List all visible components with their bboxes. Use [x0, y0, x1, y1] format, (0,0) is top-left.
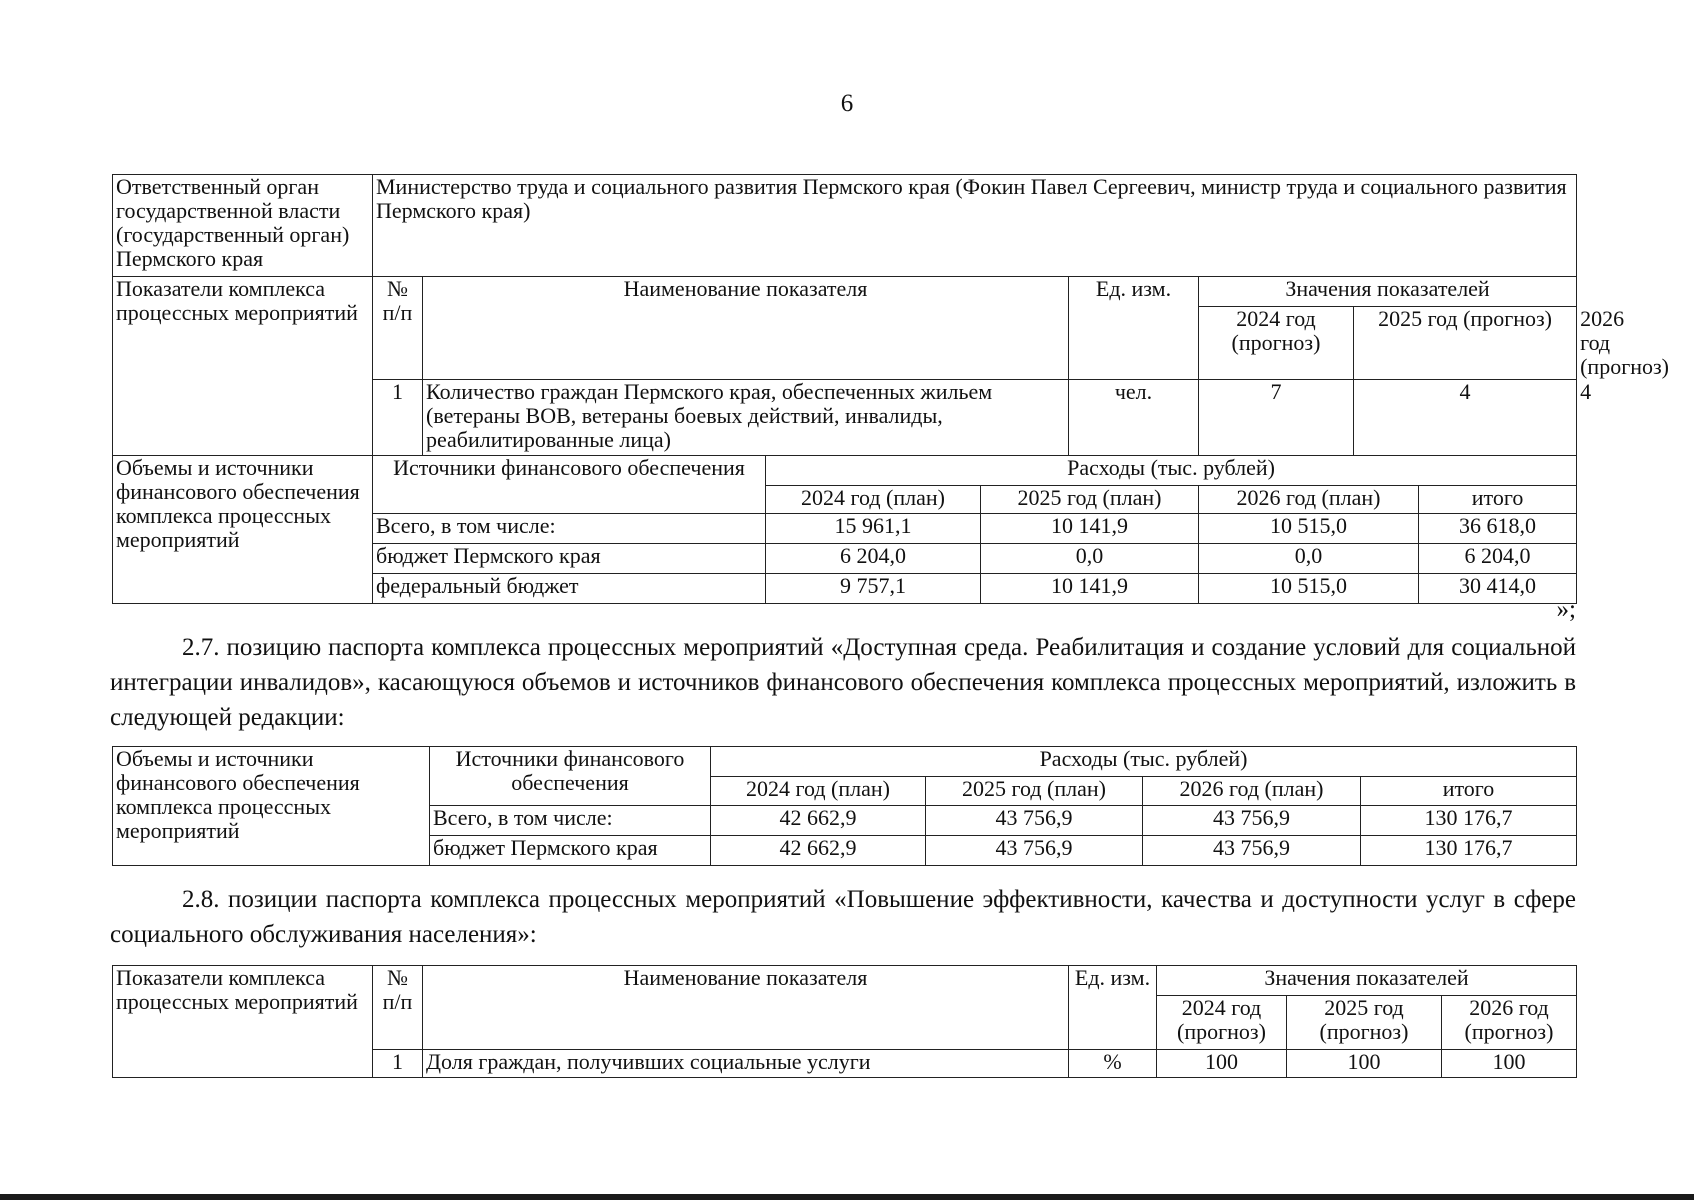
- finance-source: Всего, в том числе:: [373, 514, 766, 544]
- scan-edge: [0, 1194, 1694, 1200]
- passport-table-3: [112, 965, 1577, 1078]
- finance-value-2024: 6 204,0: [766, 544, 981, 574]
- plan-year-2026: 2026 год (план): [1143, 777, 1361, 806]
- indicator-name-header: Наименование показателя: [423, 277, 1069, 380]
- indicator-unit: чел.: [1069, 380, 1199, 456]
- finance-value-total: 6 204,0: [1419, 544, 1577, 574]
- finance-source: бюджет Пермского края: [430, 836, 711, 866]
- plan-total: итого: [1419, 486, 1577, 514]
- quote-end: »;: [1556, 596, 1576, 623]
- year-header-2024: 2024 год (прогноз): [1199, 307, 1354, 380]
- year-header-2024: 2024 год (прогноз): [1157, 996, 1287, 1050]
- sources-header: Источники финансового обеспечения: [373, 456, 766, 514]
- unit-header: Ед. изм.: [1069, 277, 1199, 380]
- responsible-body-row: [113, 175, 1577, 277]
- finance-value-2026: 43 756,9: [1143, 836, 1361, 866]
- indicator-name: Количество граждан Пермского края, обеспеченных жильем (ветераны ВОВ, ветераны боевых действий, инвалиды, реабилитированные лица): [423, 380, 1069, 456]
- indicator-value-2025: 4: [1354, 380, 1577, 456]
- paragraph-2-7: 2.7. позицию паспорта комплекса процессных мероприятий «Доступная среда. Реабилитация и создание условий для социальной интеграции инвалидов», касающуюся объемов и источников финансового обеспечения комплекса процессных мероприятий, изложить в следующей редакции:: [110, 634, 1576, 731]
- indicators-header-row: [113, 966, 1577, 996]
- indicator-value-2026: 100: [1442, 1050, 1577, 1078]
- paragraph-2-8: 2.8. позиции паспорта комплекса процессных мероприятий «Повышение эффективности, качества и доступности услуг в сфере социального обслуживания населения»:: [110, 886, 1576, 948]
- indicator-row: 1 Количество граждан Пермского края, обеспеченных жильем (ветераны ВОВ, ветераны боевых действий, инвалиды, реабилитированные лица) чел. 7 4 4: [113, 380, 1577, 456]
- indicator-name-header: Наименование показателя: [423, 966, 1069, 1050]
- finance-value-total: 36 618,0: [1419, 514, 1577, 544]
- values-header: Значения показателей: [1199, 277, 1577, 307]
- finance-value-total: 130 176,7: [1361, 836, 1577, 866]
- finance-value-2024: 42 662,9: [711, 806, 926, 836]
- finance-value-2025: 10 141,9: [981, 514, 1199, 544]
- num-header: № п/п: [373, 966, 423, 1050]
- indicator-value-2025: 100: [1287, 1050, 1442, 1078]
- indicators-label: Показатели комплекса процессных мероприятий: [113, 966, 373, 1078]
- finance-header-row: [113, 456, 1577, 486]
- plan-year-2024: 2024 год (план): [766, 486, 981, 514]
- finance-value-2024: 15 961,1: [766, 514, 981, 544]
- finance-value-2024: 9 757,1: [766, 574, 981, 604]
- finance-header-row: [113, 747, 1577, 777]
- year-header-2025: 2025 год (прогноз): [1354, 307, 1577, 380]
- sources-header: Источники финансового обеспечения: [430, 747, 711, 806]
- finance-value-total: 30 414,0: [1419, 574, 1577, 604]
- plan-year-2026: 2026 год (план): [1199, 486, 1419, 514]
- indicator-value-2024: 7: [1199, 380, 1354, 456]
- indicators-header-row: [113, 277, 1577, 307]
- indicator-num: 1: [373, 1050, 423, 1078]
- finance-value-2024: 42 662,9: [711, 836, 926, 866]
- indicator-num: 1: [373, 380, 423, 456]
- plan-year-2024: 2024 год (план): [711, 777, 926, 806]
- plan-total: итого: [1361, 777, 1577, 806]
- finance-source: бюджет Пермского края: [373, 544, 766, 574]
- indicator-name: Доля граждан, получивших социальные услуги: [423, 1050, 1069, 1078]
- year-header-2026: 2026 год (прогноз): [1442, 996, 1577, 1050]
- expenses-header: Расходы (тыс. рублей): [711, 747, 1577, 777]
- unit-header: Ед. изм.: [1069, 966, 1157, 1050]
- passport-table-1: [112, 174, 1670, 604]
- expenses-header: Расходы (тыс. рублей): [766, 456, 1577, 486]
- finance-value-2026: 43 756,9: [1143, 806, 1361, 836]
- values-header: Значения показателей: [1157, 966, 1577, 996]
- finance-value-2025: 0,0: [981, 544, 1199, 574]
- indicator-unit: %: [1069, 1050, 1157, 1078]
- finance-value-2026: 10 515,0: [1199, 514, 1419, 544]
- responsible-body-value: Министерство труда и социального развития Пермского края (Фокин Павел Сергеевич, министр труда и социального развития Пермского края): [373, 175, 1577, 277]
- indicator-value-2024: 100: [1157, 1050, 1287, 1078]
- finance-value-2026: 10 515,0: [1199, 574, 1419, 604]
- plan-year-2025: 2025 год (план): [981, 486, 1199, 514]
- finance-value-2025: 43 756,9: [926, 836, 1143, 866]
- finance-value-total: 130 176,7: [1361, 806, 1577, 836]
- finance-value-2026: 0,0: [1199, 544, 1419, 574]
- year-header-2025: 2025 год (прогноз): [1287, 996, 1442, 1050]
- page-number: 6: [840, 90, 854, 117]
- finance-label: Объемы и источники финансового обеспечения комплекса процессных мероприятий: [113, 747, 430, 866]
- responsible-body-label: Ответственный орган государственной власти (государственный орган) Пермского края: [113, 175, 373, 277]
- finance-source: федеральный бюджет: [373, 574, 766, 604]
- num-header: № п/п: [373, 277, 423, 380]
- passport-table-2: [112, 746, 1577, 866]
- finance-label: Объемы и источники финансового обеспечения комплекса процессных мероприятий: [113, 456, 373, 604]
- finance-value-2025: 43 756,9: [926, 806, 1143, 836]
- indicators-label: Показатели комплекса процессных мероприятий: [113, 277, 373, 456]
- finance-source: Всего, в том числе:: [430, 806, 711, 836]
- years-header-row: 2024 год (прогноз) 2025 год (прогноз) 2026 год (прогноз): [113, 307, 1577, 380]
- finance-value-2025: 10 141,9: [981, 574, 1199, 604]
- plan-year-2025: 2025 год (план): [926, 777, 1143, 806]
